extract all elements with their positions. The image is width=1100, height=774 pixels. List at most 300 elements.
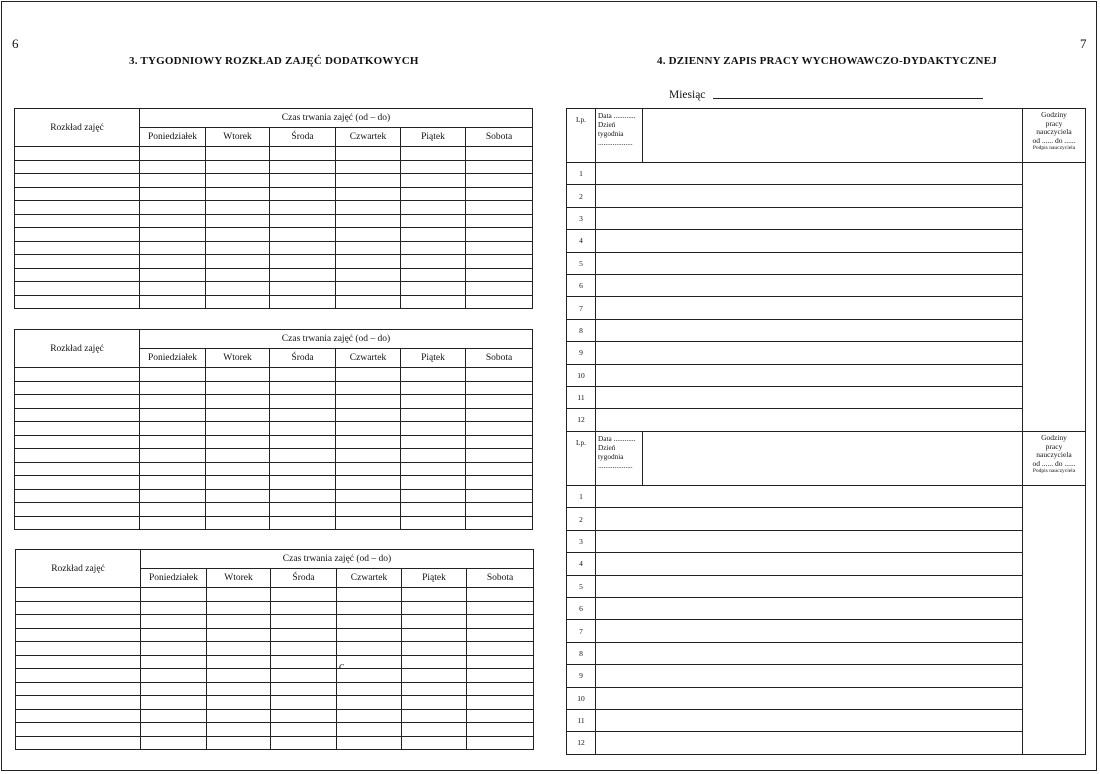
schedule-cell[interactable] <box>337 655 402 669</box>
schedule-cell[interactable] <box>466 476 533 490</box>
schedule-cell[interactable] <box>271 588 337 602</box>
schedule-cell[interactable] <box>337 736 402 750</box>
date-day-line: tygodnia <box>598 129 624 138</box>
schedule-cell[interactable] <box>336 449 401 463</box>
schedule-cell[interactable] <box>206 381 270 395</box>
schedule-cell[interactable] <box>402 628 467 642</box>
schedule-cell[interactable] <box>336 381 401 395</box>
schedule-cell[interactable] <box>467 615 534 629</box>
schedule-cell[interactable] <box>15 381 140 395</box>
schedule-cell[interactable] <box>270 282 336 296</box>
schedule-cell[interactable] <box>466 174 533 188</box>
schedule-cell[interactable] <box>15 147 140 161</box>
schedule-cell[interactable] <box>270 368 336 382</box>
schedule-cell[interactable] <box>271 615 337 629</box>
schedule-cell[interactable] <box>467 736 534 750</box>
schedule-cell[interactable] <box>271 723 337 737</box>
schedule-cell[interactable] <box>16 615 141 629</box>
schedule-cell[interactable] <box>207 655 271 669</box>
entry-cell[interactable] <box>596 230 1023 252</box>
schedule-cell[interactable] <box>15 462 140 476</box>
schedule-cell[interactable] <box>140 516 206 530</box>
schedule-cell[interactable] <box>402 601 467 615</box>
schedule-cell[interactable] <box>15 160 140 174</box>
schedule-cell[interactable] <box>401 187 466 201</box>
schedule-cell[interactable] <box>206 255 270 269</box>
entry-cell[interactable] <box>596 297 1023 319</box>
entry-cell[interactable] <box>596 319 1023 341</box>
table-row <box>567 508 1086 530</box>
schedule-cell[interactable] <box>141 723 207 737</box>
schedule-cell[interactable] <box>337 642 402 656</box>
schedule-cell[interactable] <box>16 682 141 696</box>
schedule-cell[interactable] <box>206 368 270 382</box>
schedule-cell[interactable] <box>467 682 534 696</box>
schedule-cell[interactable] <box>467 669 534 683</box>
schedule-cell[interactable] <box>466 187 533 201</box>
schedule-cell[interactable] <box>466 516 533 530</box>
schedule-cell[interactable] <box>16 642 141 656</box>
schedule-cell[interactable] <box>466 462 533 476</box>
schedule-cell[interactable] <box>141 588 207 602</box>
schedule-cell[interactable] <box>140 503 206 517</box>
schedule-cell[interactable] <box>337 628 402 642</box>
entry-cell[interactable] <box>596 665 1023 687</box>
schedule-cell[interactable] <box>401 395 466 409</box>
schedule-cell[interactable] <box>207 669 271 683</box>
schedule-cell[interactable] <box>467 588 534 602</box>
schedule-cell[interactable] <box>401 516 466 530</box>
schedule-cell[interactable] <box>270 255 336 269</box>
schedule-cell[interactable] <box>336 268 401 282</box>
schedule-cell[interactable] <box>206 228 270 242</box>
row-number: 9 <box>567 342 596 364</box>
schedule-cell[interactable] <box>270 422 336 436</box>
schedule-cell[interactable] <box>402 655 467 669</box>
schedule-cell[interactable] <box>402 696 467 710</box>
table-row <box>567 342 1086 364</box>
schedule-cell[interactable] <box>140 268 206 282</box>
schedule-cell[interactable] <box>207 628 271 642</box>
hours-signature-cell[interactable] <box>1023 486 1086 755</box>
schedule-cell[interactable] <box>206 489 270 503</box>
schedule-cell[interactable] <box>206 408 270 422</box>
schedule-cell[interactable] <box>337 601 402 615</box>
schedule-cell[interactable] <box>206 187 270 201</box>
schedule-cell[interactable] <box>270 295 336 309</box>
schedule-cell[interactable] <box>271 601 337 615</box>
schedule-cell[interactable] <box>15 295 140 309</box>
schedule-cell[interactable] <box>15 268 140 282</box>
schedule-cell[interactable] <box>337 588 402 602</box>
table-row <box>16 642 534 656</box>
schedule-cell[interactable] <box>401 295 466 309</box>
schedule-cell[interactable] <box>336 241 401 255</box>
entry-cell[interactable] <box>596 274 1023 296</box>
schedule-cell[interactable] <box>401 408 466 422</box>
schedule-cell[interactable] <box>466 268 533 282</box>
schedule-cell[interactable] <box>337 723 402 737</box>
row-number: 7 <box>567 620 596 642</box>
entry-cell[interactable] <box>596 252 1023 274</box>
schedule-cell[interactable] <box>207 696 271 710</box>
schedule-cell[interactable] <box>336 516 401 530</box>
schedule-cell[interactable] <box>15 241 140 255</box>
schedule-cell[interactable] <box>270 449 336 463</box>
schedule-cell[interactable] <box>336 174 401 188</box>
schedule-cell[interactable] <box>15 282 140 296</box>
schedule-cell[interactable] <box>207 601 271 615</box>
schedule-cell[interactable] <box>140 489 206 503</box>
schedule-cell[interactable] <box>270 201 336 215</box>
schedule-cell[interactable] <box>206 516 270 530</box>
schedule-cell[interactable] <box>336 408 401 422</box>
schedule-cell[interactable] <box>16 655 141 669</box>
entry-cell[interactable] <box>596 642 1023 664</box>
hours-signature-cell[interactable] <box>1023 163 1086 432</box>
day-header: Poniedziałek <box>140 128 206 147</box>
schedule-cell[interactable] <box>402 588 467 602</box>
schedule-cell[interactable] <box>206 268 270 282</box>
schedule-cell[interactable] <box>140 408 206 422</box>
schedule-cell[interactable] <box>15 214 140 228</box>
schedule-cell[interactable] <box>401 147 466 161</box>
schedule-cell[interactable] <box>206 174 270 188</box>
schedule-cell[interactable] <box>336 422 401 436</box>
schedule-cell[interactable] <box>15 228 140 242</box>
schedule-cell[interactable] <box>206 422 270 436</box>
schedule-cell[interactable] <box>401 228 466 242</box>
schedule-cell[interactable] <box>466 489 533 503</box>
schedule-cell[interactable] <box>140 476 206 490</box>
schedule-cell[interactable] <box>140 187 206 201</box>
schedule-cell[interactable] <box>401 381 466 395</box>
schedule-cell[interactable] <box>16 736 141 750</box>
schedule-cell[interactable] <box>467 628 534 642</box>
schedule-cell[interactable] <box>270 268 336 282</box>
schedule-cell[interactable] <box>336 295 401 309</box>
schedule-cell[interactable] <box>207 615 271 629</box>
schedule-cell[interactable] <box>270 381 336 395</box>
schedule-cell[interactable] <box>15 503 140 517</box>
schedule-cell[interactable] <box>206 201 270 215</box>
schedule-cell[interactable] <box>402 736 467 750</box>
schedule-cell[interactable] <box>337 709 402 723</box>
schedule-cell[interactable] <box>466 408 533 422</box>
schedule-cell[interactable] <box>402 615 467 629</box>
schedule-cell[interactable] <box>206 503 270 517</box>
schedule-cell[interactable] <box>270 476 336 490</box>
schedule-cell[interactable] <box>401 268 466 282</box>
schedule-cell[interactable] <box>140 381 206 395</box>
schedule-cell[interactable] <box>467 709 534 723</box>
schedule-cell[interactable] <box>140 228 206 242</box>
schedule-cell[interactable] <box>467 642 534 656</box>
schedule-cell[interactable] <box>401 282 466 296</box>
schedule-cell[interactable] <box>16 723 141 737</box>
schedule-cell[interactable] <box>206 476 270 490</box>
schedule-cell[interactable] <box>270 241 336 255</box>
schedule-cell[interactable] <box>270 395 336 409</box>
schedule-cell[interactable] <box>336 395 401 409</box>
table-row <box>567 642 1086 664</box>
table-row <box>567 319 1086 341</box>
schedule-cell[interactable] <box>140 282 206 296</box>
schedule-cell[interactable] <box>402 723 467 737</box>
schedule-cell[interactable] <box>336 282 401 296</box>
schedule-cell[interactable] <box>15 516 140 530</box>
schedule-cell[interactable] <box>15 187 140 201</box>
schedule-cell[interactable] <box>466 147 533 161</box>
schedule-cell[interactable] <box>270 516 336 530</box>
schedule-cell[interactable] <box>401 476 466 490</box>
schedule-cell[interactable] <box>15 395 140 409</box>
schedule-cell[interactable] <box>466 241 533 255</box>
schedule-cell[interactable] <box>336 435 401 449</box>
schedule-cell[interactable] <box>206 295 270 309</box>
schedule-cell[interactable] <box>401 255 466 269</box>
table-row <box>15 241 533 255</box>
schedule-cell[interactable] <box>15 422 140 436</box>
schedule-cell[interactable] <box>141 669 207 683</box>
entry-cell[interactable] <box>596 342 1023 364</box>
schedule-cell[interactable] <box>206 462 270 476</box>
entry-cell[interactable] <box>596 530 1023 552</box>
schedule-cell[interactable] <box>401 214 466 228</box>
entry-cell[interactable] <box>596 732 1023 754</box>
schedule-cell[interactable] <box>401 503 466 517</box>
right-page-title: 4. DZIENNY ZAPIS PRACY WYCHOWAWCZO-DYDAKTYCZNEJ <box>657 55 997 67</box>
schedule-cell[interactable] <box>337 696 402 710</box>
schedule-cell[interactable] <box>270 503 336 517</box>
schedule-cell[interactable] <box>206 282 270 296</box>
schedule-cell[interactable] <box>140 395 206 409</box>
schedule-cell[interactable] <box>140 368 206 382</box>
schedule-cell[interactable] <box>15 435 140 449</box>
schedule-cell[interactable] <box>466 503 533 517</box>
entry-cell[interactable] <box>596 620 1023 642</box>
schedule-cell[interactable] <box>15 368 140 382</box>
schedule-cell[interactable] <box>16 601 141 615</box>
schedule-cell[interactable] <box>16 669 141 683</box>
schedule-cell[interactable] <box>141 615 207 629</box>
schedule-cell[interactable] <box>336 368 401 382</box>
schedule-cell[interactable] <box>271 696 337 710</box>
schedule-cell[interactable] <box>270 174 336 188</box>
entry-cell[interactable] <box>596 709 1023 731</box>
schedule-cell[interactable] <box>402 709 467 723</box>
schedule-cell[interactable] <box>271 682 337 696</box>
schedule-cell[interactable] <box>140 422 206 436</box>
schedule-cell[interactable] <box>401 368 466 382</box>
row-number: 4 <box>567 230 596 252</box>
schedule-cell[interactable] <box>336 147 401 161</box>
table-row <box>567 620 1086 642</box>
schedule-cell[interactable] <box>402 669 467 683</box>
schedule-cell[interactable] <box>336 503 401 517</box>
schedule-cell[interactable] <box>15 449 140 463</box>
day-header: Poniedziałek <box>141 569 207 588</box>
day-header: Piątek <box>401 128 466 147</box>
schedule-cell[interactable] <box>402 642 467 656</box>
schedule-cell[interactable] <box>336 462 401 476</box>
schedule-cell[interactable] <box>466 435 533 449</box>
schedule-cell[interactable] <box>141 696 207 710</box>
schedule-cell[interactable] <box>270 187 336 201</box>
entry-cell[interactable] <box>596 386 1023 408</box>
table-row <box>15 503 533 517</box>
schedule-cell[interactable] <box>466 395 533 409</box>
schedule-cell[interactable] <box>206 160 270 174</box>
schedule-cell[interactable] <box>16 628 141 642</box>
schedule-cell[interactable] <box>271 628 337 642</box>
schedule-cell[interactable] <box>336 489 401 503</box>
schedule-cell[interactable] <box>16 588 141 602</box>
table-row <box>15 160 533 174</box>
schedule-cell[interactable] <box>401 449 466 463</box>
schedule-cell[interactable] <box>207 736 271 750</box>
schedule-cell[interactable] <box>401 174 466 188</box>
schedule-cell[interactable] <box>140 174 206 188</box>
schedule-cell[interactable] <box>467 601 534 615</box>
schedule-cell[interactable] <box>336 201 401 215</box>
schedule-cell[interactable] <box>141 601 207 615</box>
entry-cell[interactable] <box>596 508 1023 530</box>
schedule-cell[interactable] <box>15 476 140 490</box>
row-number: 7 <box>567 297 596 319</box>
entry-cell[interactable] <box>596 687 1023 709</box>
entry-cell[interactable] <box>596 185 1023 207</box>
schedule-cell[interactable] <box>141 682 207 696</box>
schedule-cell[interactable] <box>467 723 534 737</box>
schedule-cell[interactable] <box>401 489 466 503</box>
schedule-cell[interactable] <box>401 435 466 449</box>
schedule-row-label: Rozkład zajęć <box>15 109 140 147</box>
entry-cell[interactable] <box>596 597 1023 619</box>
schedule-cell[interactable] <box>336 228 401 242</box>
schedule-cell[interactable] <box>336 187 401 201</box>
entry-cell[interactable] <box>596 207 1023 229</box>
row-number: 10 <box>567 687 596 709</box>
schedule-cell[interactable] <box>140 255 206 269</box>
schedule-cell[interactable] <box>15 489 140 503</box>
schedule-cell[interactable] <box>206 449 270 463</box>
entry-cell[interactable] <box>596 163 1023 185</box>
schedule-cell[interactable] <box>15 255 140 269</box>
schedule-cell[interactable] <box>271 655 337 669</box>
schedule-cell[interactable] <box>270 214 336 228</box>
schedule-cell[interactable] <box>337 682 402 696</box>
schedule-cell[interactable] <box>270 489 336 503</box>
schedule-cell[interactable] <box>466 449 533 463</box>
schedule-cell[interactable] <box>16 696 141 710</box>
schedule-cell[interactable] <box>140 201 206 215</box>
schedule-cell[interactable] <box>15 174 140 188</box>
schedule-cell[interactable] <box>207 588 271 602</box>
schedule-cell[interactable] <box>270 160 336 174</box>
schedule-cell[interactable] <box>15 201 140 215</box>
entry-cell[interactable] <box>596 409 1023 431</box>
schedule-cell[interactable] <box>140 435 206 449</box>
schedule-cell[interactable] <box>270 147 336 161</box>
schedule-cell[interactable] <box>16 709 141 723</box>
schedule-cell[interactable] <box>467 696 534 710</box>
schedule-cell[interactable] <box>271 642 337 656</box>
schedule-cell[interactable] <box>336 476 401 490</box>
schedule-cell[interactable] <box>270 408 336 422</box>
schedule-cell[interactable] <box>401 462 466 476</box>
schedule-cell[interactable] <box>207 709 271 723</box>
schedule-cell[interactable] <box>207 642 271 656</box>
schedule-cell[interactable] <box>336 214 401 228</box>
schedule-cell[interactable] <box>206 147 270 161</box>
schedule-cell[interactable] <box>141 642 207 656</box>
schedule-cell[interactable] <box>141 736 207 750</box>
schedule-cell[interactable] <box>140 449 206 463</box>
schedule-cell[interactable] <box>140 462 206 476</box>
schedule-cell[interactable] <box>402 682 467 696</box>
schedule-cell[interactable] <box>401 241 466 255</box>
schedule-cell[interactable] <box>466 255 533 269</box>
schedule-cell[interactable] <box>337 615 402 629</box>
schedule-cell[interactable] <box>207 682 271 696</box>
schedule-cell[interactable] <box>466 228 533 242</box>
schedule-cell[interactable] <box>466 381 533 395</box>
schedule-cell[interactable] <box>466 160 533 174</box>
schedule-cell[interactable] <box>140 295 206 309</box>
schedule-cell[interactable] <box>401 160 466 174</box>
schedule-cell[interactable] <box>466 201 533 215</box>
schedule-cell[interactable] <box>206 241 270 255</box>
schedule-cell[interactable] <box>206 435 270 449</box>
entry-cell[interactable] <box>596 553 1023 575</box>
schedule-cell[interactable] <box>141 655 207 669</box>
schedule-cell[interactable] <box>337 669 402 683</box>
schedule-cell[interactable] <box>336 160 401 174</box>
schedule-cell[interactable] <box>141 709 207 723</box>
schedule-cell[interactable] <box>466 282 533 296</box>
month-fill-line[interactable] <box>713 98 983 99</box>
schedule-cell[interactable] <box>140 147 206 161</box>
entry-cell[interactable] <box>596 486 1023 508</box>
schedule-cell[interactable] <box>401 201 466 215</box>
schedule-cell[interactable] <box>271 669 337 683</box>
schedule-cell[interactable] <box>140 241 206 255</box>
schedule-cell[interactable] <box>466 422 533 436</box>
schedule-cell[interactable] <box>141 628 207 642</box>
entry-cell[interactable] <box>596 575 1023 597</box>
schedule-cell[interactable] <box>336 255 401 269</box>
schedule-cell[interactable] <box>271 736 337 750</box>
schedule-cell[interactable] <box>206 395 270 409</box>
schedule-cell[interactable] <box>271 709 337 723</box>
schedule-cell[interactable] <box>140 214 206 228</box>
schedule-cell[interactable] <box>466 368 533 382</box>
schedule-cell[interactable] <box>467 655 534 669</box>
entry-cell[interactable] <box>596 364 1023 386</box>
schedule-cell[interactable] <box>466 295 533 309</box>
schedule-cell[interactable] <box>270 462 336 476</box>
schedule-cell[interactable] <box>466 214 533 228</box>
schedule-cell[interactable] <box>140 160 206 174</box>
schedule-cell[interactable] <box>207 723 271 737</box>
schedule-cell[interactable] <box>206 214 270 228</box>
hours-line: od ...... do ...... <box>1032 135 1076 145</box>
schedule-cell[interactable] <box>270 435 336 449</box>
schedule-cell[interactable] <box>401 422 466 436</box>
schedule-cell[interactable] <box>15 408 140 422</box>
schedule-cell[interactable] <box>270 228 336 242</box>
